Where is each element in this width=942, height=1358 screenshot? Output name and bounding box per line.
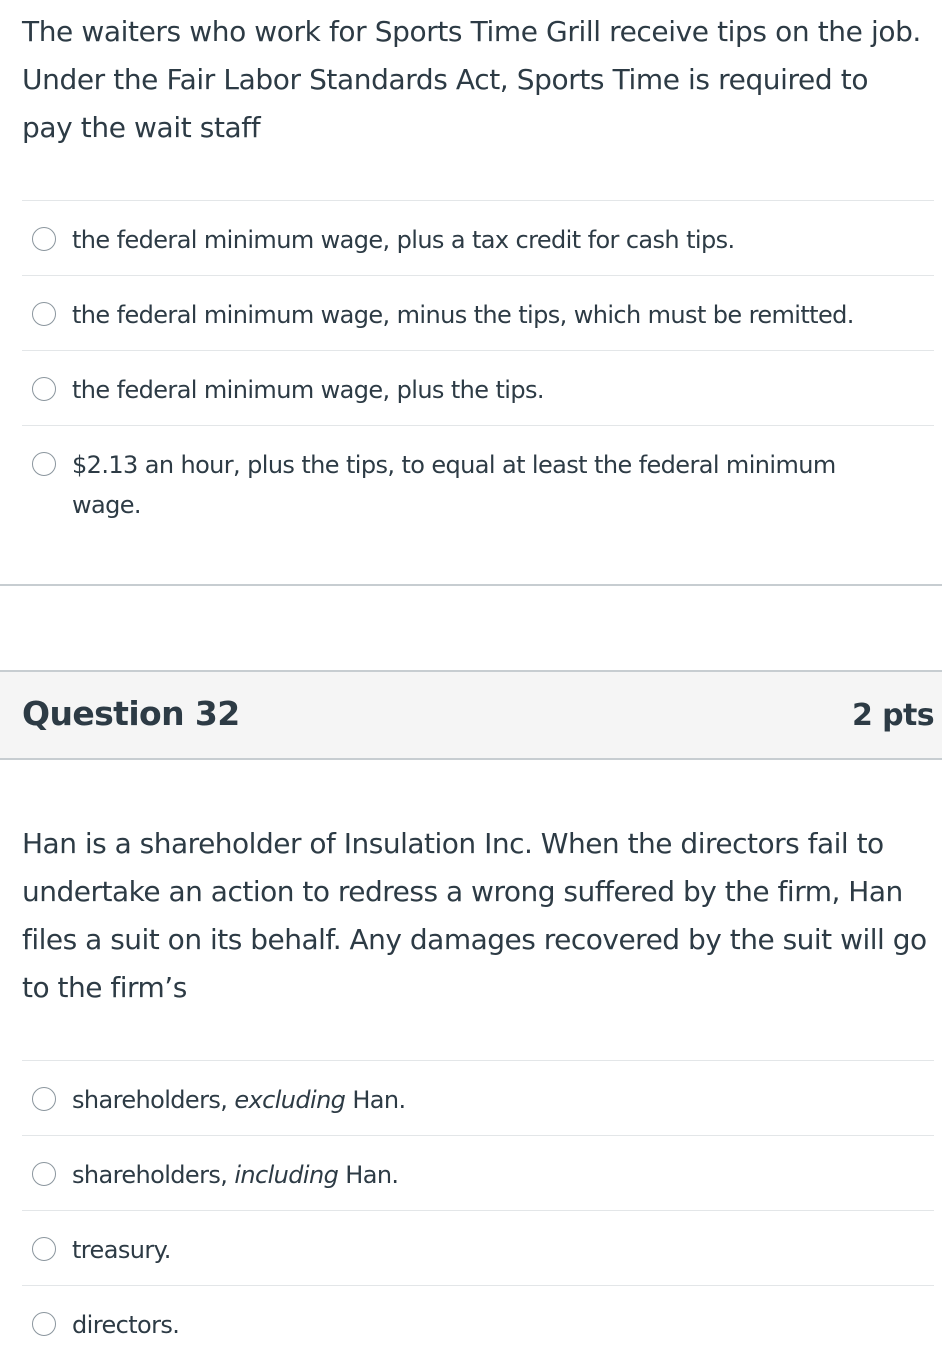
answer-option[interactable] — [22, 200, 934, 275]
answer-option[interactable] — [22, 1285, 934, 1358]
answer-label — [72, 1230, 902, 1270]
answer-option[interactable] — [22, 1060, 934, 1135]
answer-label: the federal minimum wage, plus a tax credit for cash tips. — [72, 226, 735, 254]
question-title: Question 32 — [22, 694, 240, 733]
question-32-text: Han is a shareholder of Insulation Inc. When the directors fail to undertake an action to redress a wrong suffered by the firm, Han files a suit on its behalf. Any damages recovered by the suit will go to the firm’s — [22, 827, 927, 1004]
answer-text: directors. — [72, 1311, 180, 1339]
answer-option[interactable] — [22, 425, 934, 581]
answer-label — [72, 1305, 902, 1345]
answer-label — [72, 1080, 902, 1120]
answer-label: $2.13 an hour, plus the tips, to equal at least the federal minimum wage. — [72, 451, 836, 519]
answer-option[interactable] — [22, 275, 934, 350]
radio-button[interactable] — [32, 302, 56, 326]
question-31-answers — [22, 200, 934, 581]
answer-label: the federal minimum wage, minus the tips, which must be remitted. — [72, 301, 854, 329]
question-points: 2 pts — [852, 698, 934, 733]
answer-text: treasury. — [72, 1236, 171, 1264]
answer-text: shareholders, — [72, 1086, 235, 1114]
radio-button[interactable] — [32, 1312, 56, 1336]
answer-label — [72, 1155, 902, 1195]
answer-emphasis: including — [234, 1161, 339, 1189]
answer-emphasis: excluding — [234, 1086, 346, 1114]
radio-button[interactable] — [32, 1237, 56, 1261]
answer-label: the federal minimum wage, plus the tips. — [72, 376, 544, 404]
radio-button[interactable] — [32, 377, 56, 401]
radio-button[interactable] — [32, 452, 56, 476]
answer-option[interactable] — [22, 1210, 934, 1285]
answer-option[interactable] — [22, 1135, 934, 1210]
answer-option[interactable] — [22, 350, 934, 425]
answer-text: Han. — [345, 1086, 406, 1114]
answer-text: shareholders, — [72, 1161, 235, 1189]
question-divider — [0, 584, 942, 586]
radio-button[interactable] — [32, 1162, 56, 1186]
question-32-header — [0, 670, 942, 760]
radio-button[interactable] — [32, 227, 56, 251]
question-31-text: The waiters who work for Sports Time Grill receive tips on the job. Under the Fair Labor Standards Act, Sports Time is required to pay the wait staff — [22, 15, 921, 144]
answer-text: Han. — [338, 1161, 399, 1189]
question-32-answers — [22, 1060, 934, 1358]
radio-button[interactable] — [32, 1087, 56, 1111]
